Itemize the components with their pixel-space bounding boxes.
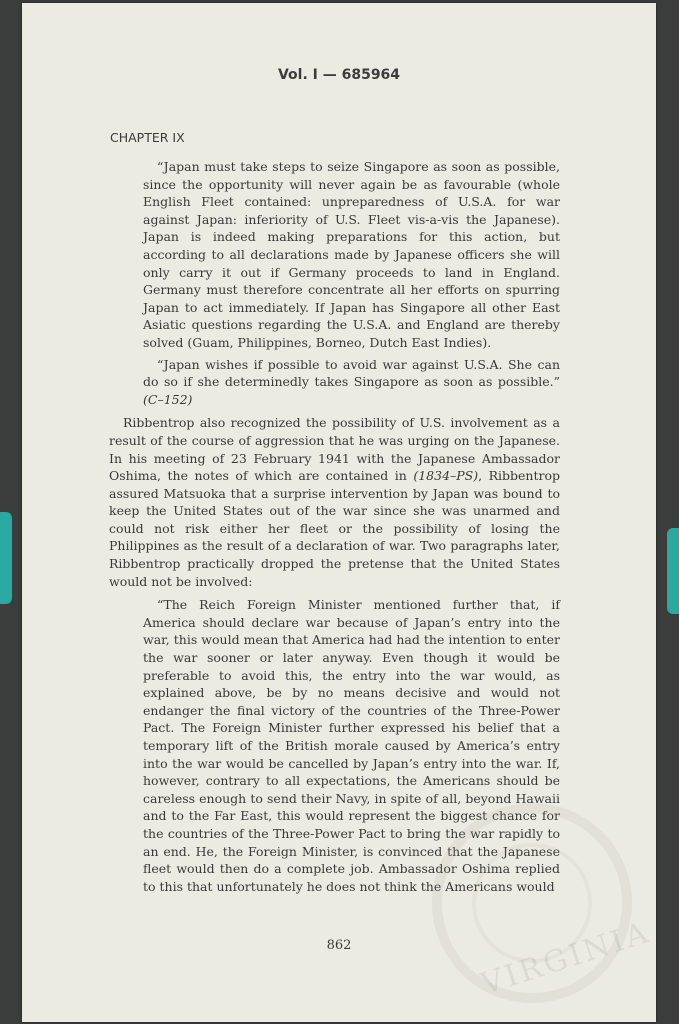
document-page	[22, 3, 656, 1022]
seal-text: VIRGINIA	[476, 914, 655, 1003]
quote-paragraph-2	[143, 356, 560, 409]
library-seal-watermark	[432, 803, 655, 1003]
body-text: Ribbentrop also recognized the possibility of U.S. involvement as a result of the course of aggression that he was urging on the Japanese. In his meeting of 23 February 1941 with the Japanese Ambassador Oshima, the notes of which are contained in	[109, 415, 560, 484]
left-index-tab	[0, 512, 12, 604]
citation: (1834–PS)	[413, 468, 479, 484]
citation: (C–152)	[143, 391, 193, 407]
body-paragraph	[109, 414, 560, 590]
quote-paragraph-1: “Japan must take steps to seize Singapore as soon as possible, since the opportunity will never again be as favourable (whole English Fleet contained: unpreparedness of U.S.A. for war against Japan: inferiority of U.S. Fleet vis-a-vis the Japanese). Japan is indeed making preparations for this action, but according to all declarations made by Japanese officers she will only carry it out if Germany proceeds to land in England. Germany must therefore concentrate all her efforts on spurring Japan to act immediately. If Japan has Singapore all other East Asiatic questions regarding the U.S.A. and England are thereby solved (Guam, Philippines, Borneo, Dutch East Indies).	[143, 159, 560, 350]
page-body	[109, 158, 560, 895]
quote-paragraph-3: “The Reich Foreign Minister mentioned further that, if America should declare war because of Japan’s entry into the war, this would mean that America had had the intention to enter the war sooner or later anyway. Even though it would be preferable to avoid this, the entry into the war would, as explained above, be by no means decisive and would not endanger the final victory of the countries of the Three-Power Pact. The Foreign Minister further expressed his belief that a temporary lift of the British morale caused by America’s entry into the war would be cancelled by Japan’s entry into the war. If, however, contrary to all expectations, the Americans should be careless enough to send their Navy, in spite of all, beyond Hawaii and to the Far East, this would represent the biggest chance for the countries of the Three-Power Pact to bring the war rapidly to an end. He, the Foreign Minister, is convinced that the Japanese fleet would then do a complete job. Ambassador Oshima replied to this that unfortunately he does not think the Americans would	[143, 597, 560, 894]
quote-text: “Japan wishes if possible to avoid war against U.S.A. She can do so if she determinedly takes Singapore as soon as possible.”	[143, 356, 560, 390]
page-header: Vol. I — 685964	[277, 67, 401, 83]
page-number: 862	[326, 938, 352, 953]
body-text: , Ribbentrop assured Matsuoka that a surprise intervention by Japan was bound to keep the United States out of the war since she was unarmed and could not risk either her fleet or the possibility of losing the Philippines as the result of a declaration of war. Two paragraphs later, Ribbentrop practically dropped the pretense that the United States would not be involved:	[109, 468, 561, 589]
right-index-tab	[667, 528, 679, 614]
chapter-heading: CHAPTER IX	[110, 130, 185, 145]
